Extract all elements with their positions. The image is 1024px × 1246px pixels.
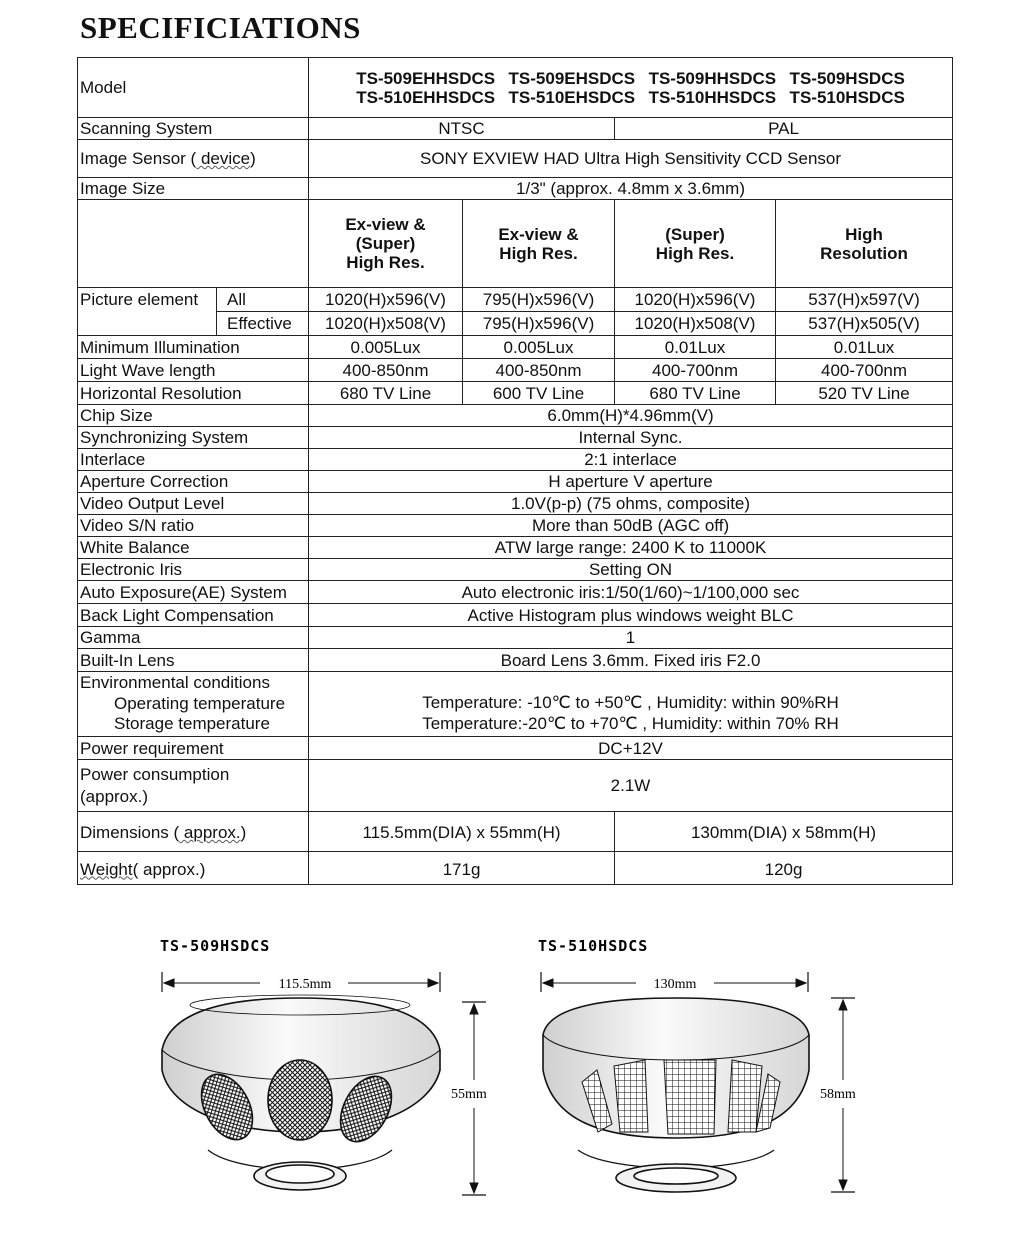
dimensions-label-b: )	[240, 823, 247, 842]
image-size-label: Image Size	[78, 178, 309, 200]
row-horizontal-resolution	[78, 382, 953, 405]
picture-effective-label: Effective	[217, 312, 309, 336]
environmental-title: Environmental conditions	[80, 673, 270, 693]
min-illumination-3: 0.01Lux	[615, 336, 776, 359]
min-illumination-1: 0.005Lux	[309, 336, 463, 359]
picture-element-blank	[78, 312, 217, 336]
interlace-label: Interlace	[78, 449, 309, 471]
scanning-ntsc: NTSC	[309, 118, 615, 140]
column-header-2-line2: High Res.	[499, 243, 578, 263]
white-balance-value: ATW large range: 2400 K to 11000K	[309, 537, 953, 559]
chip-size-value: 6.0mm(H)*4.96mm(V)	[309, 405, 953, 427]
power-consumption-label	[78, 760, 309, 812]
auto-exposure-label: Auto Exposure(AE) System	[78, 581, 309, 604]
min-illumination-label: Minimum Illumination	[78, 336, 309, 359]
drawing-ts-510	[538, 937, 856, 1192]
chip-size-label: Chip Size	[78, 405, 309, 427]
power-consumption-value: 2.1W	[309, 760, 953, 812]
picture-all-3: 1020(H)x596(V)	[615, 288, 776, 312]
row-column-headers	[78, 200, 953, 288]
aperture-label: Aperture Correction	[78, 471, 309, 493]
row-lens	[78, 649, 953, 672]
auto-exposure-value: Auto electronic iris:1/50(1/60)~1/100,000 sec	[309, 581, 953, 604]
row-sync	[78, 427, 953, 449]
horizontal-resolution-label: Horizontal Resolution	[78, 382, 309, 405]
height-label-510: 58mm	[820, 1087, 856, 1102]
column-header-4-line2: Resolution	[820, 243, 908, 263]
row-weight	[78, 852, 953, 885]
operating-temperature-value: Temperature: -10℃ to +50℃ , Humidity: within 90%RH	[422, 693, 839, 712]
row-chip-size	[78, 405, 953, 427]
wave-length-1: 400-850nm	[309, 359, 463, 382]
model-label: Model	[78, 58, 309, 118]
horizontal-resolution-4: 520 TV Line	[776, 382, 953, 405]
column-header-2	[463, 200, 615, 288]
power-consumption-label-line2: (approx.)	[80, 786, 149, 806]
row-white-balance	[78, 537, 953, 559]
row-image-size	[78, 178, 953, 200]
scanning-label: Scanning System	[78, 118, 309, 140]
height-label-509: 55mm	[451, 1087, 487, 1102]
gamma-label: Gamma	[78, 627, 309, 649]
weight-509: 171g	[309, 852, 615, 885]
dimensions-label-a: Dimensions (	[80, 823, 180, 842]
column-header-3	[615, 200, 776, 288]
row-gamma	[78, 627, 953, 649]
row-auto-exposure	[78, 581, 953, 604]
blc-value: Active Histogram plus windows weight BLC	[309, 604, 953, 627]
row-model	[78, 58, 953, 118]
column-header-1-line3: High Res.	[346, 253, 425, 272]
row-power-requirement	[78, 737, 953, 760]
storage-temperature-value: Temperature:-20℃ to +70℃ , Humidity: within 70% RH	[422, 714, 839, 733]
camera-body-510	[543, 998, 809, 1192]
environmental-values	[309, 672, 953, 737]
operating-temperature-label: Operating temperature	[114, 693, 286, 713]
picture-element-label: Picture element	[78, 288, 217, 312]
picture-effective-2: 795(H)x596(V)	[463, 312, 615, 336]
wave-length-2: 400-850nm	[463, 359, 615, 382]
wave-length-3: 400-700nm	[615, 359, 776, 382]
min-illumination-4: 0.01Lux	[776, 336, 953, 359]
wave-length-label: Light Wave length	[78, 359, 309, 382]
header-blank-cell	[78, 200, 309, 288]
sn-ratio-value: More than 50dB (AGC off)	[309, 515, 953, 537]
column-header-1	[309, 200, 463, 288]
row-dimensions	[78, 812, 953, 852]
power-consumption-label-line1: Power consumption	[80, 764, 230, 784]
picture-effective-1: 1020(H)x508(V)	[309, 312, 463, 336]
storage-temperature-label: Storage temperature	[114, 714, 270, 734]
drawing-title-509: TS-509HSDCS	[160, 937, 271, 955]
sn-ratio-label: Video S/N ratio	[78, 515, 309, 537]
row-video-output	[78, 493, 953, 515]
column-header-1-line2: (Super)	[355, 234, 416, 253]
model-line-509: TS-509EHHSDCS TS-509EHSDCS TS-509HHSDCS TS-509HSDCS	[356, 68, 905, 88]
blc-label: Back Light Compensation	[78, 604, 309, 627]
weight-510: 120g	[615, 852, 953, 885]
image-sensor-label-b: )	[250, 149, 256, 168]
electronic-iris-label: Electronic Iris	[78, 559, 309, 581]
row-electronic-iris	[78, 559, 953, 581]
product-drawings	[0, 900, 1024, 1246]
row-picture-all	[78, 288, 953, 312]
weight-label	[78, 852, 309, 885]
row-environmental	[78, 672, 953, 737]
horizontal-resolution-1: 680 TV Line	[309, 382, 463, 405]
row-image-sensor	[78, 140, 953, 178]
column-header-3-line1: (Super)	[665, 224, 725, 244]
picture-all-label: All	[217, 288, 309, 312]
column-header-2-line1: Ex-view &	[498, 224, 579, 244]
picture-effective-3: 1020(H)x508(V)	[615, 312, 776, 336]
row-min-illumination	[78, 336, 953, 359]
page-title: SPECIFICIATIONS	[80, 10, 361, 45]
row-aperture	[78, 471, 953, 493]
row-power-consumption	[78, 760, 953, 812]
weight-label-b: ( approx.)	[132, 859, 206, 879]
white-balance-label: White Balance	[78, 537, 309, 559]
image-sensor-value: SONY EXVIEW HAD Ultra High Sensitivity CCD Sensor	[309, 140, 953, 178]
picture-all-4: 537(H)x597(V)	[776, 288, 953, 312]
environmental-label	[78, 672, 309, 737]
dimensions-510: 130mm(DIA) x 58mm(H)	[615, 812, 953, 852]
camera-body-509	[162, 995, 440, 1190]
horizontal-resolution-2: 600 TV Line	[463, 382, 615, 405]
image-sensor-label-a: Image Sensor (	[80, 149, 197, 168]
dimensions-509: 115.5mm(DIA) x 55mm(H)	[309, 812, 615, 852]
scanning-pal: PAL	[615, 118, 953, 140]
power-requirement-value: DC+12V	[309, 737, 953, 760]
drawing-title-510: TS-510HSDCS	[538, 937, 649, 955]
sync-label: Synchronizing System	[78, 427, 309, 449]
image-sensor-label	[78, 140, 309, 178]
width-label-510: 130mm	[653, 977, 697, 992]
column-header-4	[776, 200, 953, 288]
image-sensor-label-u: device	[196, 149, 251, 168]
wave-length-4: 400-700nm	[776, 359, 953, 382]
video-output-label: Video Output Level	[78, 493, 309, 515]
drawing-ts-509	[160, 937, 487, 1195]
sync-value: Internal Sync.	[309, 427, 953, 449]
specifications-table	[77, 57, 953, 885]
column-header-4-line1: High	[845, 224, 883, 244]
dimensions-label-u: approx.	[179, 823, 241, 842]
aperture-value: H aperture V aperture	[309, 471, 953, 493]
column-header-1-line1: Ex-view &	[345, 215, 426, 234]
interlace-value: 2:1 interlace	[309, 449, 953, 471]
video-output-value: 1.0V(p-p) (75 ohms, composite)	[309, 493, 953, 515]
min-illumination-2: 0.005Lux	[463, 336, 615, 359]
horizontal-resolution-3: 680 TV Line	[615, 382, 776, 405]
model-values	[309, 58, 953, 118]
row-scanning	[78, 118, 953, 140]
width-label-509: 115.5mm	[278, 977, 332, 992]
column-header-3-line2: High Res.	[655, 243, 735, 263]
row-wave-length	[78, 359, 953, 382]
model-line-510: TS-510EHHSDCS TS-510EHSDCS TS-510HHSDCS TS-510HSDCS	[356, 87, 905, 107]
electronic-iris-value: Setting ON	[309, 559, 953, 581]
dimensions-label	[78, 812, 309, 852]
power-requirement-label: Power requirement	[78, 737, 309, 760]
row-picture-effective	[78, 312, 953, 336]
picture-all-2: 795(H)x596(V)	[463, 288, 615, 312]
picture-all-1: 1020(H)x596(V)	[309, 288, 463, 312]
lens-value: Board Lens 3.6mm. Fixed iris F2.0	[309, 649, 953, 672]
weight-label-u: Weight	[80, 859, 133, 879]
row-blc	[78, 604, 953, 627]
row-sn-ratio	[78, 515, 953, 537]
row-interlace	[78, 449, 953, 471]
gamma-value: 1	[309, 627, 953, 649]
image-size-value: 1/3" (approx. 4.8mm x 3.6mm)	[309, 178, 953, 200]
lens-label: Built-In Lens	[78, 649, 309, 672]
picture-effective-4: 537(H)x505(V)	[776, 312, 953, 336]
